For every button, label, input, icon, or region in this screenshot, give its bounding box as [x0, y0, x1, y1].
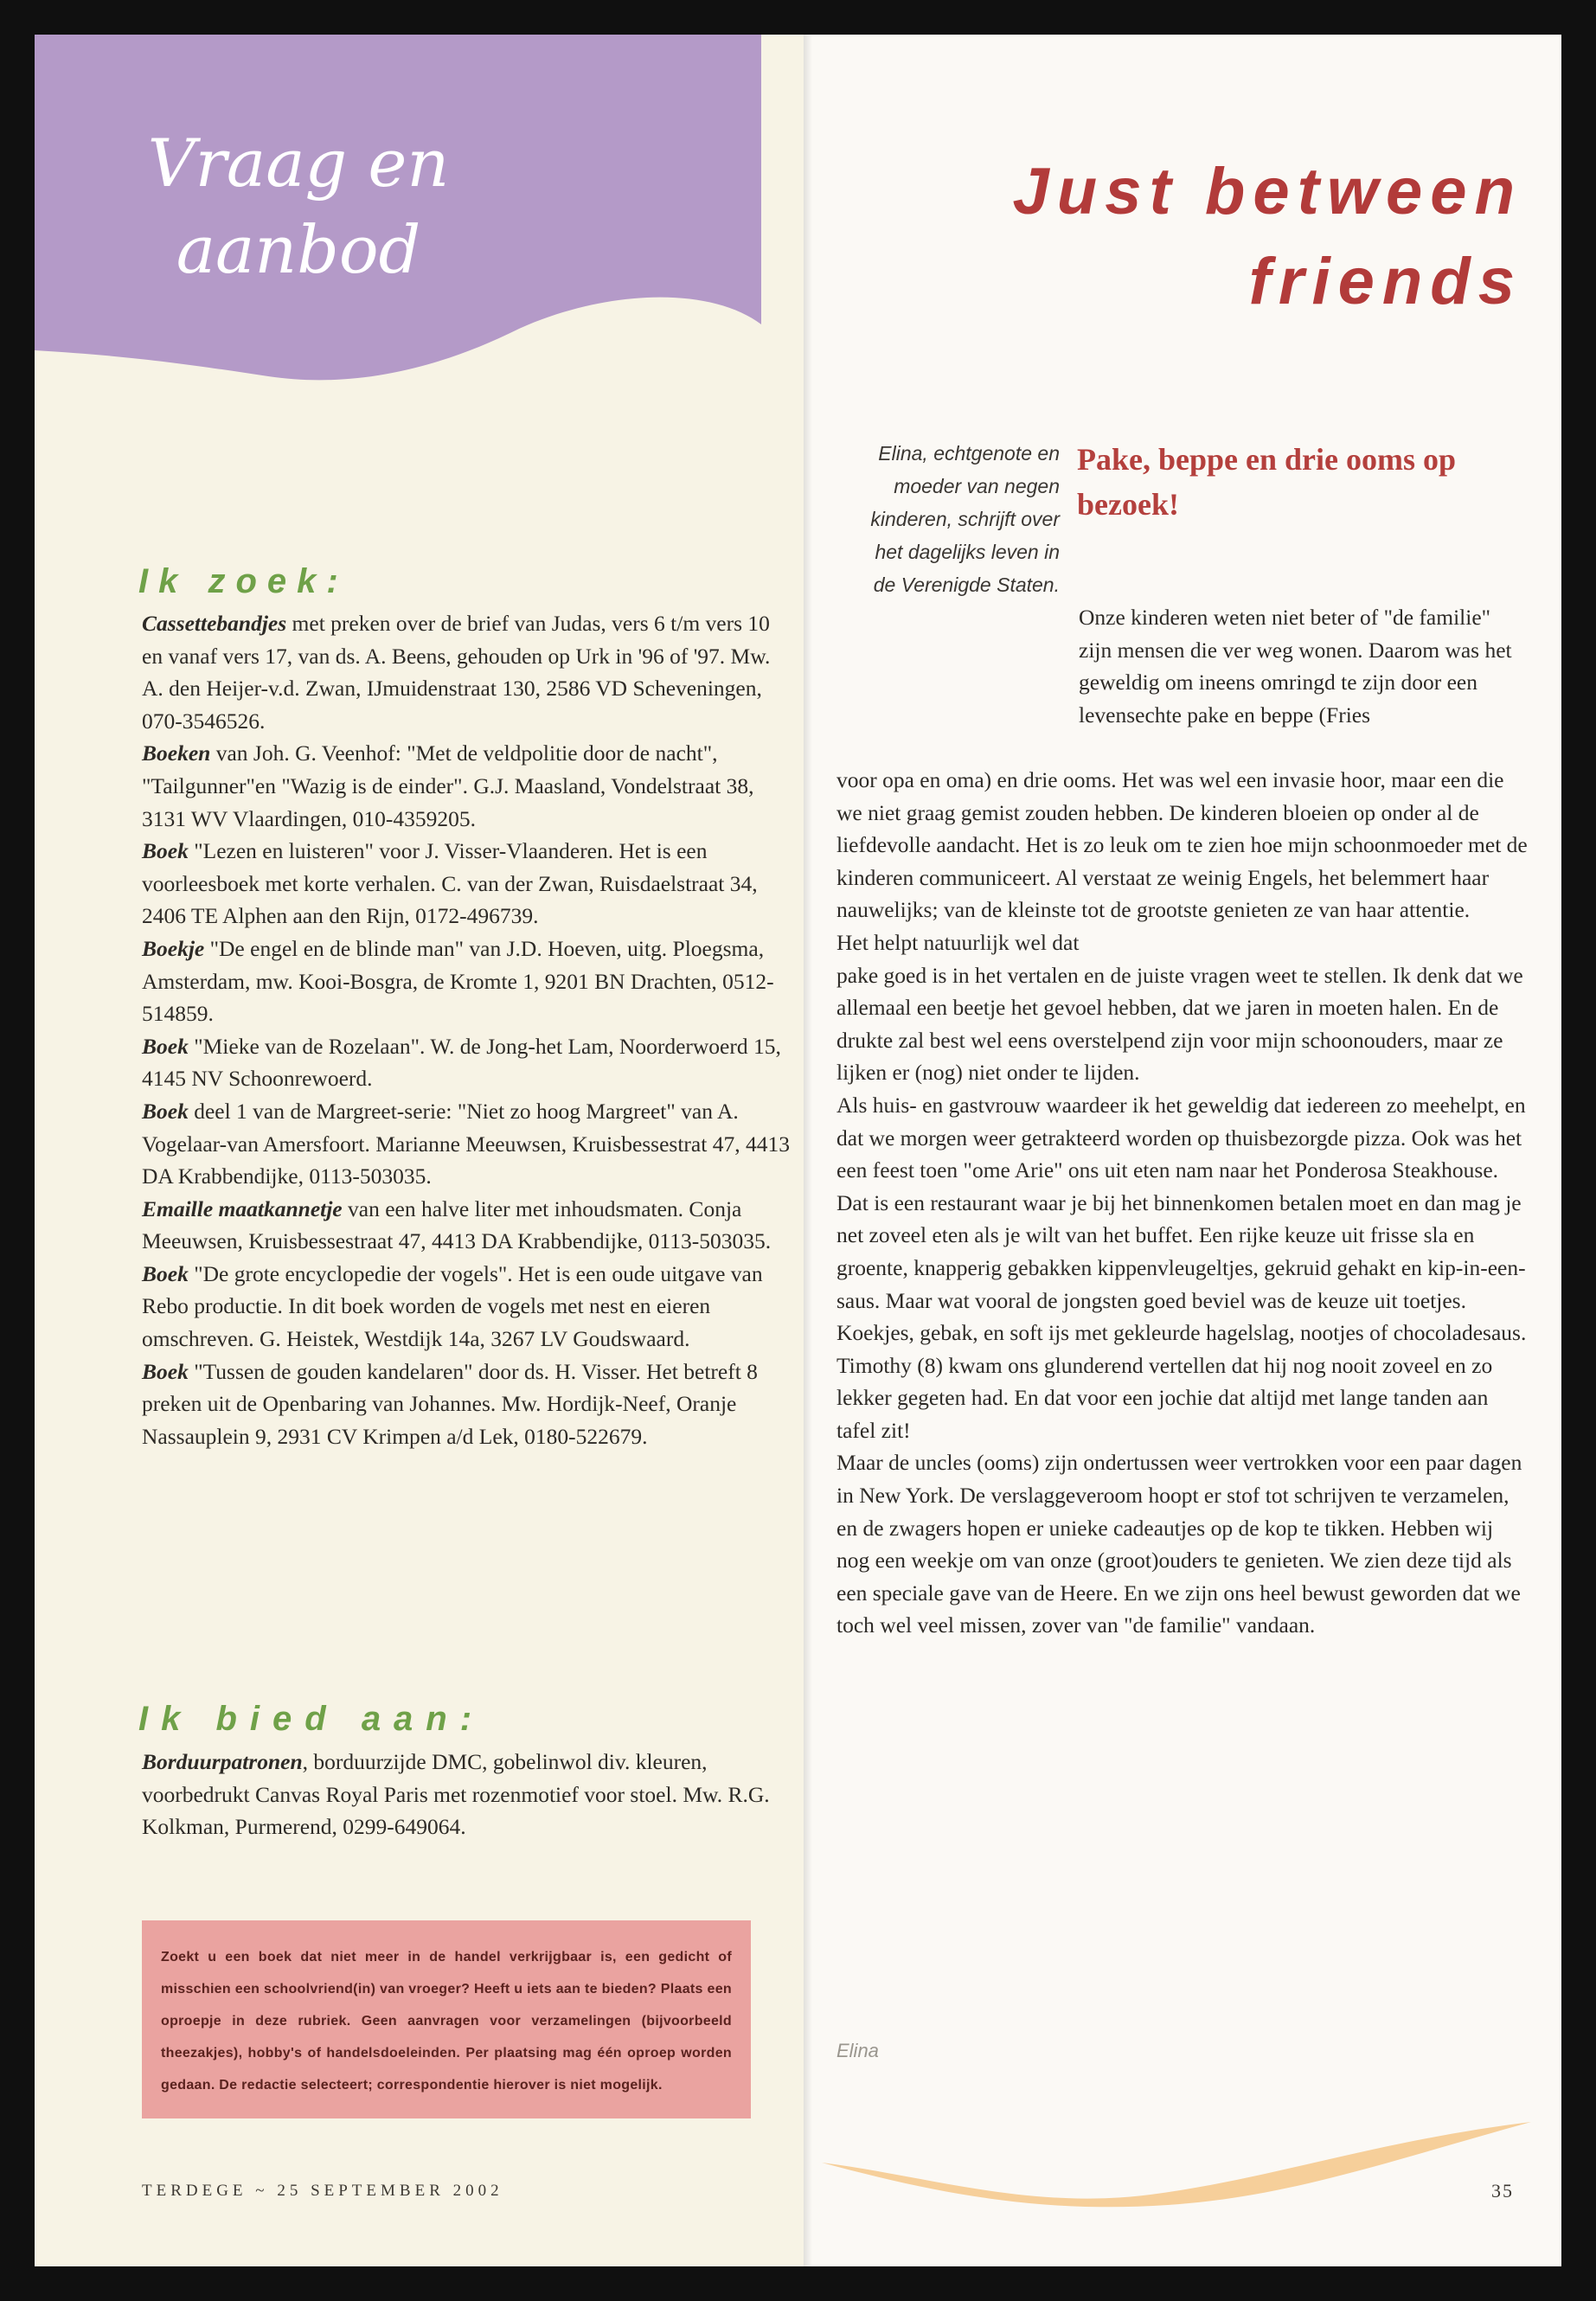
ad-item — [142, 607, 791, 737]
ad-text: van Joh. G. Veenhof: "Met de veldpolitie door de nacht", "Tailgunner"en "Wazig is de einder". G.J. Maasland, Vondelstraat 38, 3131 WV Vlaardingen, 010-4359205. — [142, 740, 754, 831]
page-number: 35 — [1491, 2180, 1514, 2202]
ad-text: , borduurzijde DMC, gobelinwol div. kleuren, voorbedrukt Canvas Royal Paris met rozenmotief voor stoel. Mw. R.G. Kolkman, Purmerend, 0299-649064. — [142, 1749, 770, 1840]
ad-item — [142, 737, 791, 835]
ad-keyword: Boek — [142, 1358, 189, 1384]
ad-keyword: Boek — [142, 838, 189, 864]
ad-keyword: Cassettebandjes — [142, 611, 287, 636]
title-line-1: Just between — [1012, 155, 1522, 228]
header-banner — [35, 35, 761, 424]
section-heading-offer: Ik bied aan: — [138, 1700, 485, 1738]
ad-item — [142, 1030, 791, 1095]
offer-ads-list — [142, 1746, 791, 1843]
ad-text: "De engel en de blinde man" van J.D. Hoeven, uitg. Ploegsma, Amsterdam, mw. Kooi-Bosgra, de Kromte 1, 9201 BN Drachten, 0512-514859. — [142, 935, 774, 1027]
ad-item — [142, 1746, 791, 1843]
ad-item — [142, 1356, 791, 1453]
ad-item — [142, 1258, 791, 1356]
article-paragraph: Als huis- en gastvrouw waardeer ik het geweldig dat iedereen zo meehelpt, en dat we morgen weer getrakteerd worden op thuisbezorgde pizza. Ook was het een feest toen "ome Arie" ons uit eten nam naar het Ponderosa Steakhouse. Dat is een restaurant waar je bij het binnenkomen betalen moet en dan mag je net zoveel eten als je wilt van het buffet. Een rijke keuze uit frisse sla en groente, knapperig gebakken kippenvleugeltjes, gekruid gehakt en kip-in-een-saus. Maar wat vooral de jongsten goed beviel was de keuze uit toetjes. Koekjes, gebak, en soft ijs met gekleurde hagelslag, nootjes of chocoladesaus. Timothy (8) kwam ons glunderend vertellen dat hij nog nooit zoveel en zo lekker gegeten had. En dat voor een jochie dat altijd met lange tanden aan tafel zit! — [836, 1092, 1527, 1443]
title-line-2: friends — [1248, 245, 1522, 318]
decorative-swash — [822, 2115, 1531, 2210]
seek-ads-list — [142, 607, 791, 1452]
section-heading-seek: Ik zoek: — [138, 562, 349, 600]
article-paragraph: Onze kinderen weten niet beter of "de familie" zijn mensen die ver weg wonen. Daarom was het geweldig om ineens omringd te zijn door een levensechte pake en beppe (Fries — [1079, 605, 1512, 727]
header-banner-shape — [35, 35, 761, 380]
ad-item — [142, 933, 791, 1030]
submission-notice-box — [142, 1920, 751, 2118]
ad-text: "Tussen de gouden kandelaren" door ds. H. Visser. Het betreft 8 preken uit de Openbaring van Johannes. Mw. Hordijk-Neef, Oranje Nassauplein 9, 2931 CV Krimpen a/d Lek, 0180-522679. — [142, 1358, 758, 1449]
ad-keyword: Boek — [142, 1033, 189, 1059]
magazine-footer: TERDEGE ~ 25 SEPTEMBER 2002 — [142, 2182, 503, 2200]
article-body — [836, 764, 1529, 1642]
article-subtitle: Pake, beppe en drie ooms op bezoek! — [1077, 442, 1457, 522]
decorative-swash-shape — [822, 2122, 1531, 2207]
submission-notice: Zoekt u een boek dat niet meer in de handel verkrijgbaar is, een gedicht of misschien een schoolvriend(in) van vroeger? Heeft u iets aan te bieden? Plaats een oproepje in deze rubriek. Geen aanvragen voor verzamelingen (bijvoorbeeld theezakjes), hobby's of handelsdoeleinden. Per plaatsing mag één oproep worden gedaan. De redactie selecteert; correspondentie hierover is niet mogelijk. — [161, 1950, 732, 2093]
ad-item — [142, 1095, 791, 1193]
ad-keyword: Boekje — [142, 935, 205, 961]
author-intro: Elina, echtgenote en moeder van negen kinderen, schrijft over het dagelijks leven in de Verenigde Staten. — [870, 442, 1060, 596]
ad-text: "Mieke van de Rozelaan". W. de Jong-het Lam, Noorderwoerd 15, 4145 NV Schoonrewoerd. — [142, 1033, 781, 1092]
header-script-line-2: aanbod — [176, 211, 421, 288]
page-fold — [804, 35, 812, 2266]
header-script-line-1: Vraag en — [147, 125, 450, 202]
ad-text: "De grote encyclopedie der vogels". Het is een oude uitgave van Rebo productie. In dit boek worden de vogels met nest en eieren omschreven. G. Heistek, Westdijk 14a, 3267 LV Goudswaard. — [142, 1260, 763, 1352]
ad-text: deel 1 van de Margreet-serie: "Niet zo hoog Margreet" van A. Vogelaar-van Amersfoort. Marianne Meeuwsen, Kruisbessestrat 47, 4413 DA Krabbendijke, 0113-503035. — [142, 1098, 790, 1189]
ad-keyword: Borduurpatronen — [142, 1749, 303, 1774]
ad-keyword: Emaille maatkannetje — [142, 1195, 343, 1221]
article-title — [839, 147, 1522, 327]
ad-keyword: Boek — [142, 1260, 189, 1286]
magazine-spread — [35, 35, 1561, 2266]
ad-item — [142, 1193, 791, 1258]
ad-item — [142, 835, 791, 933]
ad-keyword: Boeken — [142, 740, 211, 766]
ad-text: van een halve liter met inhoudsmaten. Conja Meeuwsen, Kruisbessestraat 47, 4413 DA Krabbendijke, 0113-503035. — [142, 1195, 772, 1254]
ad-text: met preken over de brief van Judas, vers 6 t/m vers 10 en vanaf vers 17, van ds. A. Beens, gehouden op Urk in '96 of '97. Mw. A. den Heijer-v.d. Zwan, IJmuidenstraat 130, 2586 VD Scheveningen, 070-3546526. — [142, 611, 771, 734]
article-paragraph: Het helpt natuurlijk wel dat — [836, 929, 1080, 955]
article-paragraph: voor opa en oma) en drie ooms. Het was wel een invasie hoor, maar een die we niet graag gemist zouden hebben. De kinderen bloeien op onder al de liefdevolle aandacht. Het is zo leuk om te zien hoe mijn schoonmoeder met de kinderen communiceert. Al verstaat ze weinig Engels, het belemmert haar nauwelijks; van de kleinste tot de grootste genieten ze van haar attentie. — [836, 767, 1528, 923]
article-paragraph: pake goed is in het vertalen en de juiste vragen weet te stellen. Ik denk dat we allemaal een beetje het gevoel hebben, dat we jaren in moeten halen. En de drukte zal best wel eens overstelpend zijn voor mijn schoonouders, maar ze lijken er (nog) niet onder te lijden. — [836, 962, 1523, 1086]
ad-keyword: Boek — [142, 1098, 189, 1124]
author-signature: Elina — [836, 2040, 879, 2061]
article-paragraph: Maar de uncles (ooms) zijn ondertussen weer vertrokken voor een paar dagen in New York. De verslaggeveroom hoopt er stof tot schrijven te verzamelen, en de zwagers hopen er unieke cadeautjes op de kop te tikken. Hebben wij nog een weekje om van onze (groot)ouders te genieten. We zien deze tijd als een speciale gave van de Heere. En we zijn ons heel bewust geworden dat we toch wel veel missen, zover van "de familie" vandaan. — [836, 1450, 1522, 1638]
ad-text: "Lezen en luisteren" voor J. Visser-Vlaanderen. Het is een voorleesboek met korte verhalen. C. van der Zwan, Ruisdaelstraat 34, 2406 TE Alphen aan den Rijn, 0172-496739. — [142, 838, 758, 929]
